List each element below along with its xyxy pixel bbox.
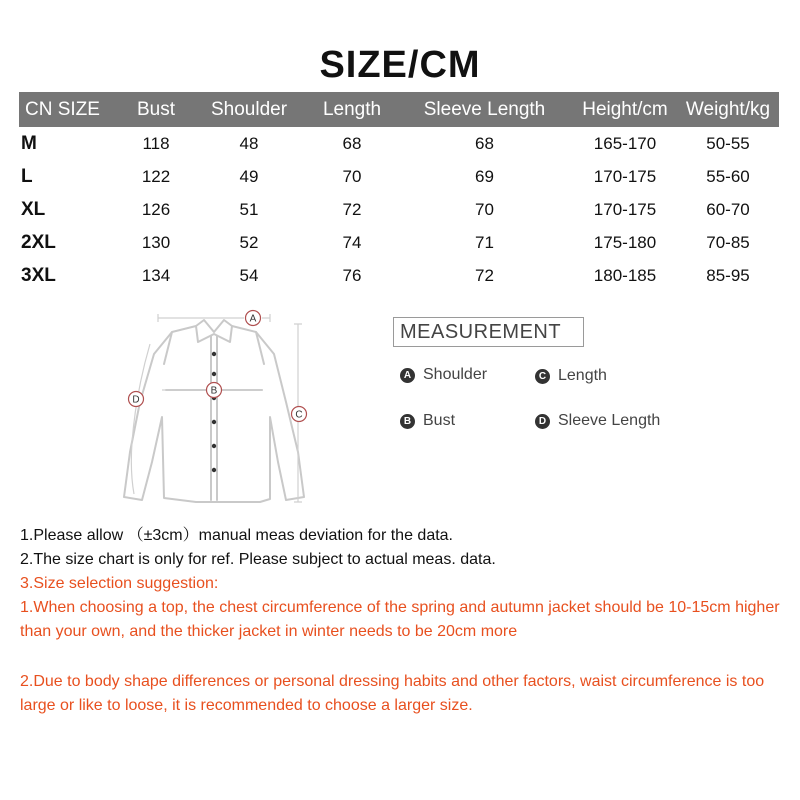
- table-header-row: [19, 92, 779, 127]
- legend-label: Bust: [423, 412, 456, 429]
- legend-marker-a: A: [400, 368, 415, 383]
- notes: [20, 524, 790, 718]
- table-row: [19, 259, 779, 292]
- cell-size: 3XL: [21, 264, 56, 286]
- legend-label: Length: [558, 367, 607, 384]
- table-row: [19, 160, 779, 193]
- svg-text:C: C: [295, 409, 303, 421]
- marker-a: [246, 311, 261, 326]
- cell-weight: 70-85: [706, 232, 750, 252]
- cell-shoulder: 48: [239, 133, 259, 153]
- legend-shoulder: [400, 366, 487, 384]
- legend-label: Sleeve Length: [558, 412, 661, 429]
- header-cn-size: CN SIZE: [25, 98, 100, 120]
- legend-marker-b: B: [400, 414, 415, 429]
- shirt-diagram: [110, 302, 340, 517]
- cell-height: 180-185: [593, 265, 657, 285]
- cell-size: L: [21, 165, 33, 187]
- cell-weight: 55-60: [706, 166, 750, 186]
- cell-shoulder: 54: [239, 265, 259, 285]
- header-length: Length: [322, 98, 382, 120]
- page-title: SIZE/CM: [319, 44, 481, 86]
- header-shoulder: Shoulder: [210, 98, 288, 120]
- size-table: [19, 92, 779, 292]
- note-suggestion-1: 1.When choosing a top, the chest circumference of the spring and autumn jacket should be 10-15cm higher than your own, and the thicker jacket in winter needs to be 20cm more: [20, 599, 780, 640]
- cell-size: M: [21, 132, 37, 154]
- note-deviation: 1.Please allow （±3cm）manual meas deviation for the data.: [20, 527, 454, 544]
- cell-shoulder: 51: [239, 199, 259, 219]
- cell-length: 72: [342, 199, 362, 219]
- cell-length: 76: [342, 265, 362, 285]
- cell-height: 170-175: [593, 199, 657, 219]
- cell-size: 2XL: [21, 231, 56, 253]
- legend-bust: [400, 412, 455, 430]
- header-weight: Weight/kg: [685, 98, 771, 120]
- legend-length: [535, 367, 607, 385]
- note-suggestion-heading: 3.Size selection suggestion:: [20, 575, 219, 592]
- cell-bust: 122: [141, 166, 171, 186]
- header-sleeve-length: Sleeve Length: [423, 98, 546, 120]
- svg-text:D: D: [132, 394, 140, 406]
- cell-bust: 134: [141, 265, 171, 285]
- cell-sleeve-length: 68: [475, 133, 494, 153]
- cell-height: 165-170: [593, 133, 657, 153]
- table-row: [19, 226, 779, 259]
- cell-weight: 85-95: [706, 265, 750, 285]
- cell-shoulder: 52: [239, 232, 259, 252]
- measurement-heading: MEASUREMENT: [393, 317, 584, 347]
- table-row: [19, 127, 779, 160]
- cell-weight: 50-55: [706, 133, 750, 153]
- cell-height: 175-180: [593, 232, 657, 252]
- cell-size: XL: [21, 198, 46, 220]
- note-reference: 2.The size chart is only for ref. Please subject to actual meas. data.: [20, 551, 496, 568]
- cell-bust: 126: [141, 199, 171, 219]
- cell-weight: 60-70: [706, 199, 750, 219]
- svg-text:A: A: [249, 313, 257, 325]
- marker-b: [207, 383, 222, 398]
- cell-sleeve-length: 70: [475, 199, 494, 219]
- cell-length: 68: [342, 133, 362, 153]
- cell-bust: 118: [142, 133, 170, 153]
- note-suggestion-2: 2.Due to body shape differences or personal dressing habits and other factors, waist circumference is too large or like to loose, it is recommended to choose a larger size.: [20, 673, 765, 714]
- svg-text:B: B: [210, 385, 218, 397]
- cell-shoulder: 49: [239, 166, 259, 186]
- marker-c: [292, 407, 307, 422]
- header-bust: Bust: [136, 98, 176, 120]
- cell-height: 170-175: [593, 166, 657, 186]
- cell-length: 70: [342, 166, 362, 186]
- header-height: Height/cm: [582, 98, 668, 120]
- cell-sleeve-length: 72: [475, 265, 494, 285]
- cell-sleeve-length: 71: [475, 232, 494, 252]
- cell-bust: 130: [141, 232, 171, 252]
- legend-label: Shoulder: [423, 366, 488, 383]
- legend-marker-c: C: [535, 369, 550, 384]
- legend-marker-d: D: [535, 414, 550, 429]
- cell-length: 74: [342, 232, 362, 252]
- marker-d: [129, 392, 144, 407]
- legend-sleeve-length: [535, 412, 660, 430]
- cell-sleeve-length: 69: [475, 166, 494, 186]
- table-row: [19, 193, 779, 226]
